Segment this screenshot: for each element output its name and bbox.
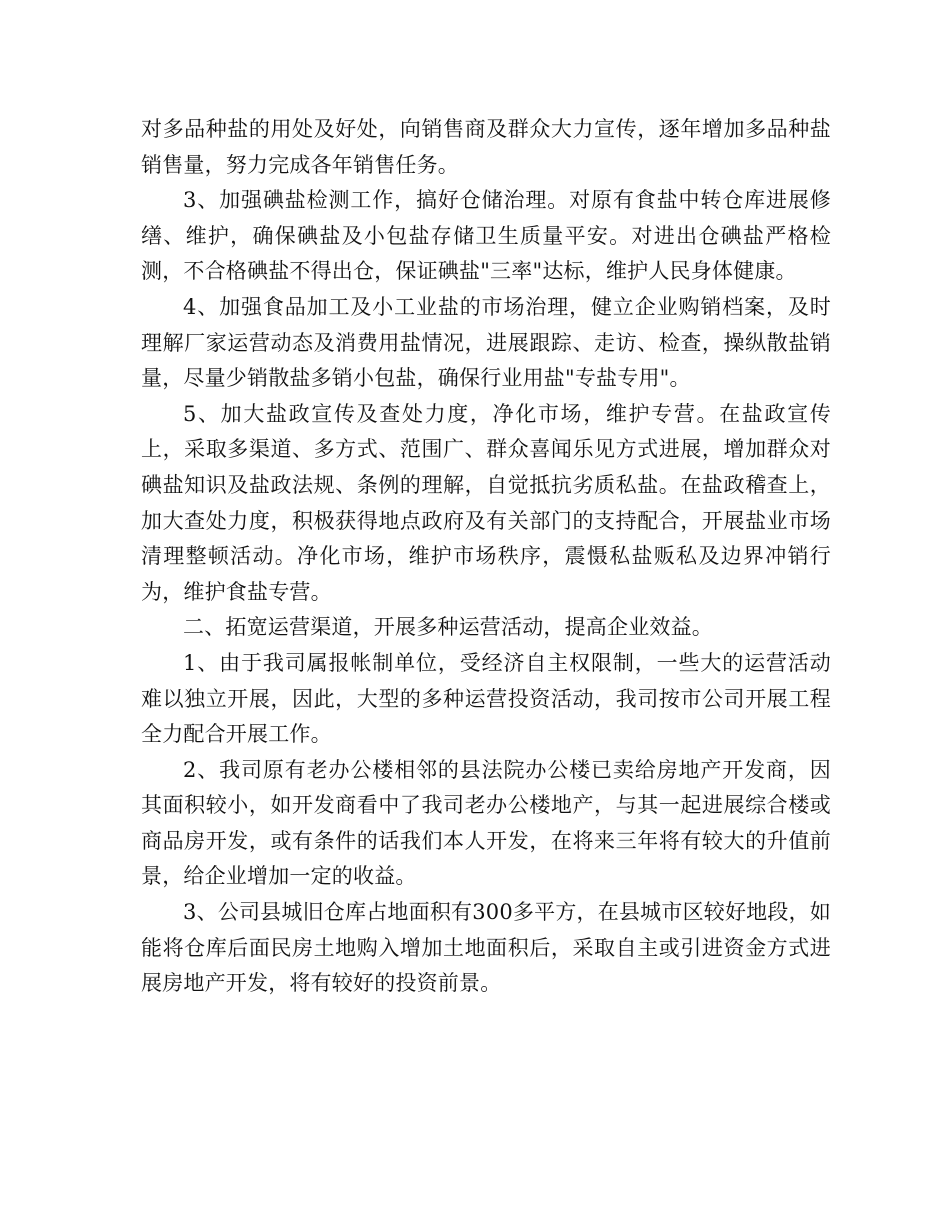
paragraph-item-3-iodized-salt-testing: 3、加强碘盐检测工作，搞好仓储治理。对原有食盐中转仓库进展修缮、维护，确保碘盐及小包盐存储卫生质量平安。对进出仓碘盐严格检测，不合格碘盐不得出仓，保证碘盐"三率"达标，维护人民身体健康。 [141,188,831,284]
paragraph-item-2-office-building: 2、我司原有老办公楼相邻的县法院办公楼已卖给房地产开发商，因其面积较小，如开发商看中了我司老办公楼地产，与其一起进展综合楼或商品房开发，或有条件的话我们本人开发，在将来三年将有较大的升值前景，给企业增加一定的收益。 [141,757,831,889]
section-heading-2: 二、拓宽运营渠道，开展多种运营活动，提高企业效益。 [183,615,713,640]
paragraph-item-3-old-warehouse: 3、公司县城旧仓库占地面积有300多平方，在县城市区较好地段，如能将仓库后面民房土地购入增加土地面积后，采取自主或引进资金方式进展房地产开发，将有较好的投资前景。 [141,900,831,996]
paragraph-item-4-industrial-salt-market: 4、加强食品加工及小工业盐的市场治理，健立企业购销档案，及时理解厂家运营动态及消费用盐情况，进展跟踪、走访、检查，操纵散盐销量，尽量少销散盐多销小包盐，确保行业用盐"专盐专用"。 [141,294,831,391]
paragraph-continued: 对多品种盐的用处及好处，向销售商及群众大力宣传，逐年增加多品种盐销售量，努力完成各年销售任务。 [141,117,831,177]
document-body [141,112,831,1002]
paragraph-item-1-investment-cooperation: 1、由于我司属报帐制单位，受经济自主权限制，一些大的运营活动难以独立开展，因此，大型的多种运营投资活动，我司按市公司开展工程全力配合开展工作。 [141,650,831,747]
paragraph-item-5-salt-policy-enforcement: 5、加大盐政宣传及查处力度，净化市场，维护专营。在盐政宣传上，采取多渠道、多方式、范围广、群众喜闻乐见方式进展，增加群众对碘盐知识及盐政法规、条例的理解，自觉抵抗劣质私盐。在盐政稽查上，加大查处力度，积极获得地点政府及有关部门的支持配合，开展盐业市场清理整顿活动。净化市场，维护市场秩序，震慑私盐贩私及边界冲销行为，维护食盐专营。 [141,401,831,604]
